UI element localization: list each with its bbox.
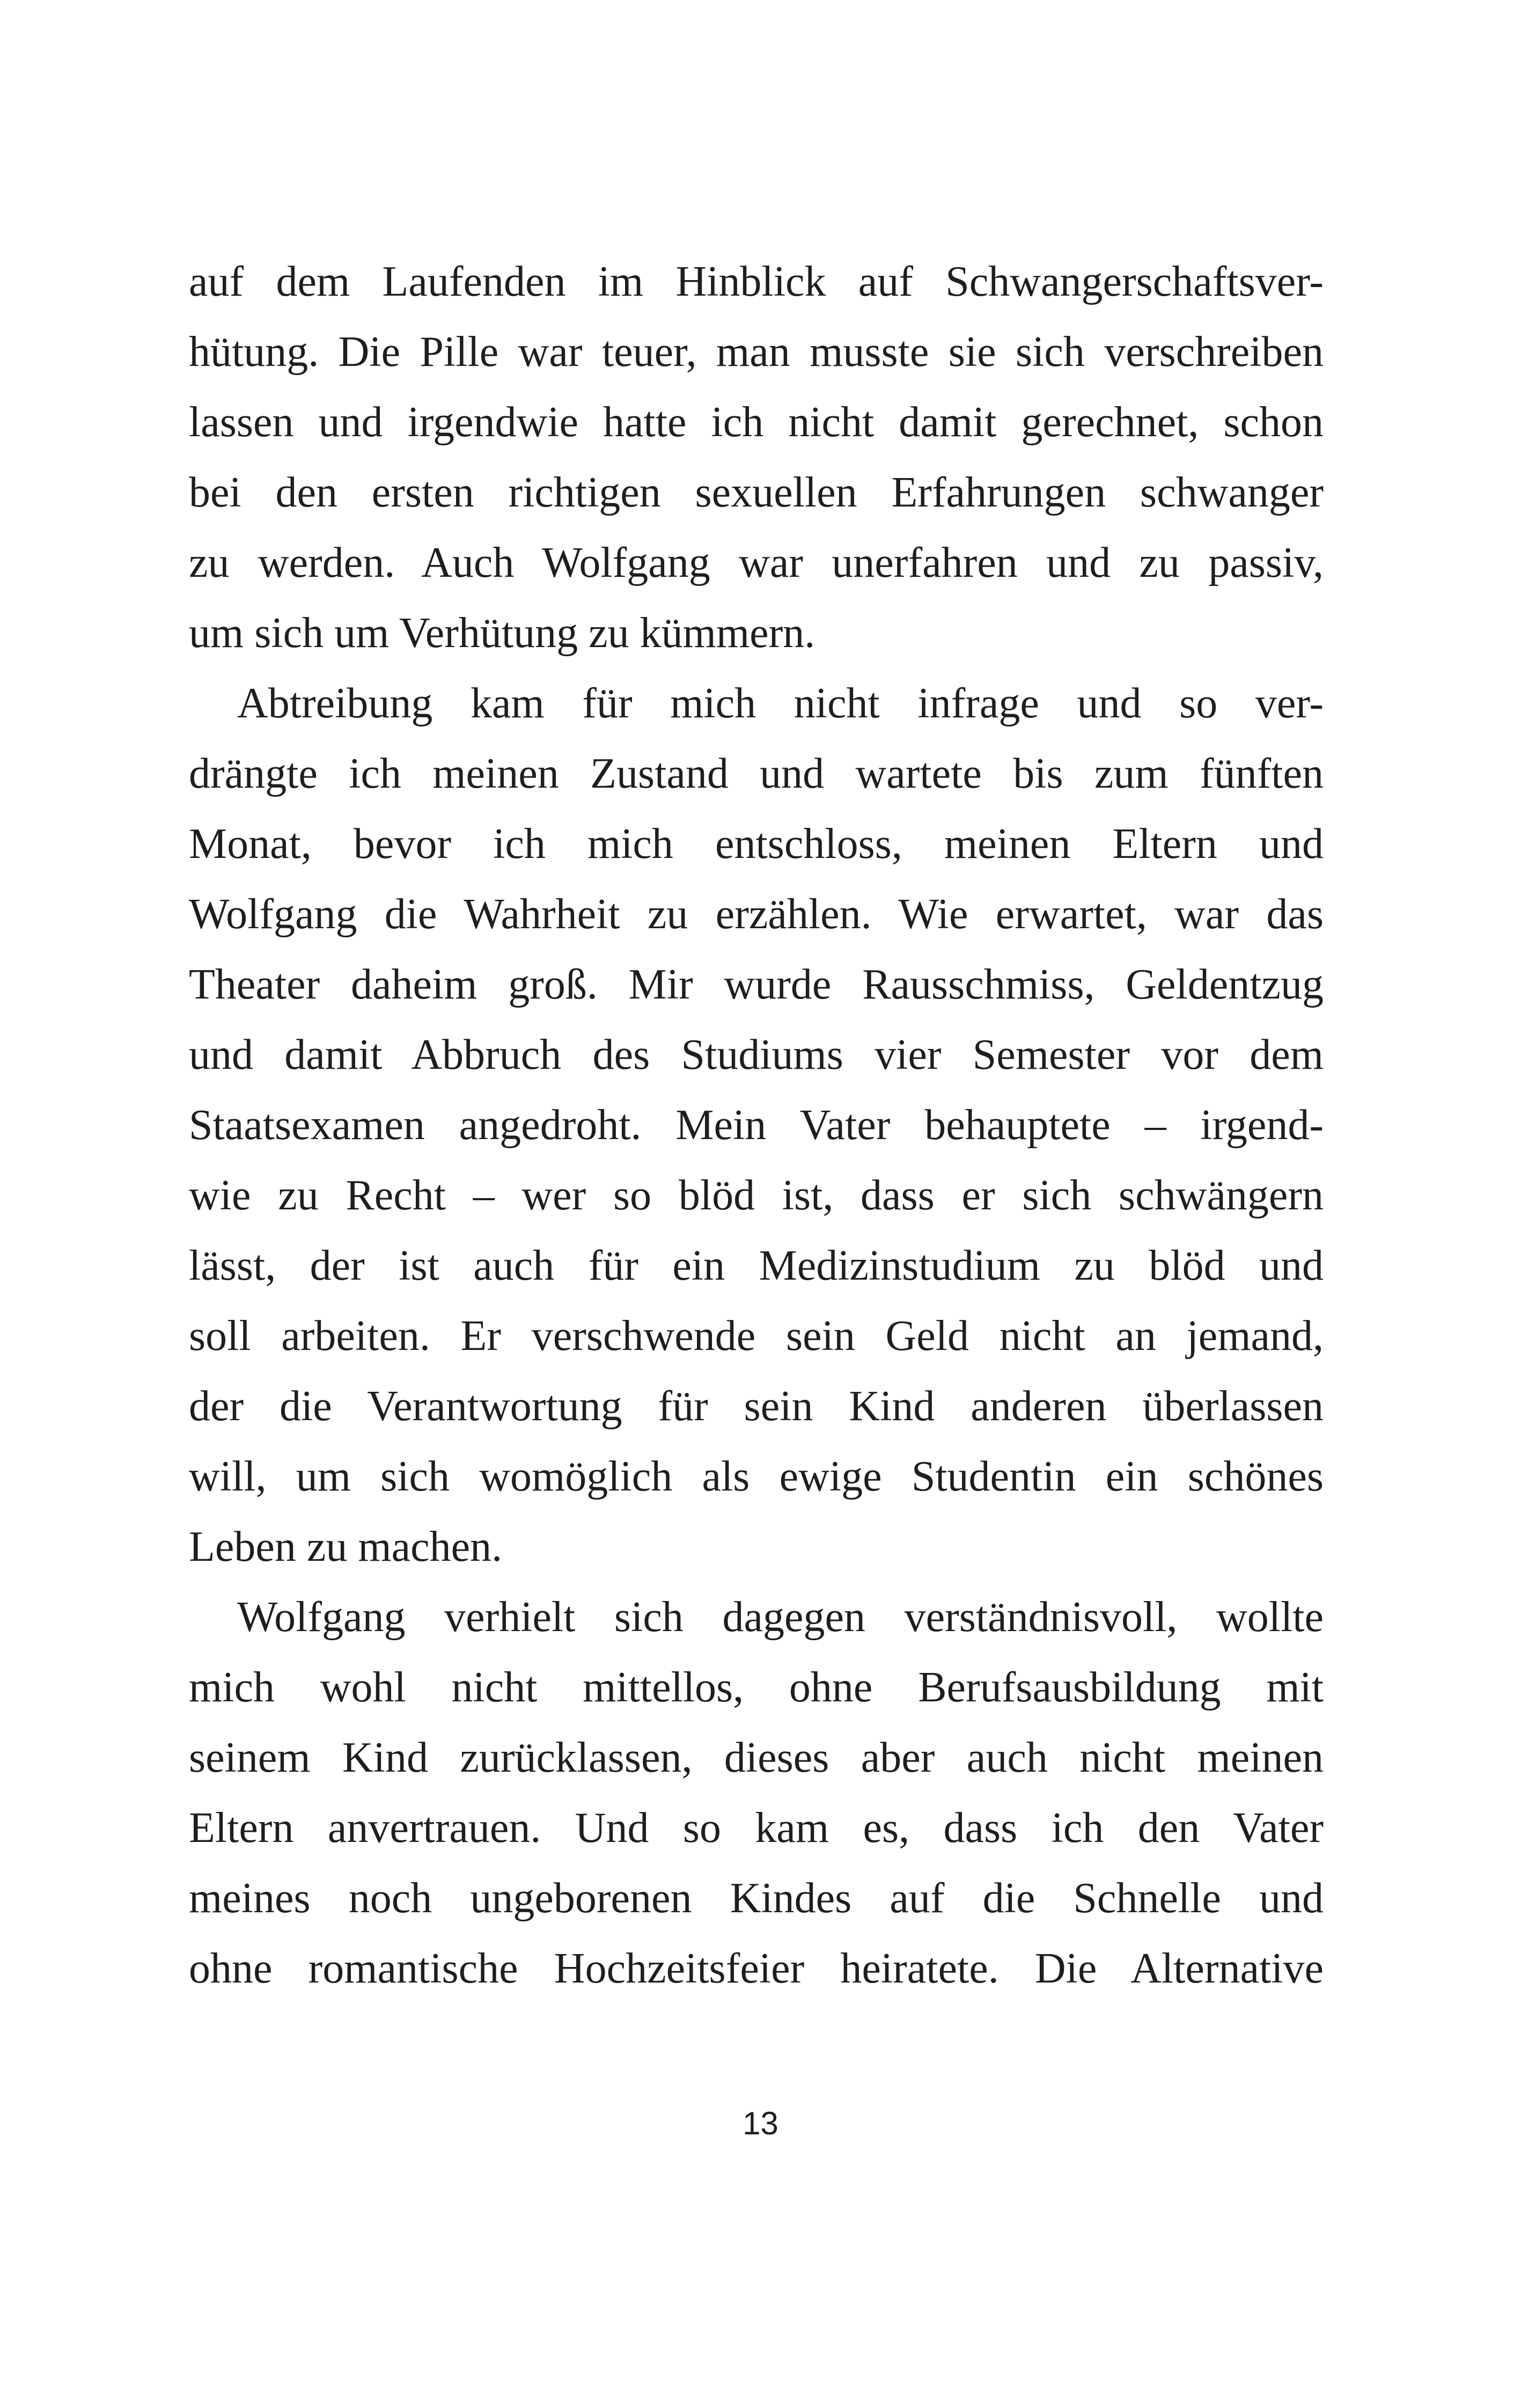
text-line: hütung. Die Pille war teuer, man musste sie sich verschreiben [189, 328, 1324, 376]
text-line: Monat, bevor ich mich entschloss, meinen Eltern und [189, 820, 1324, 868]
text-line: lässt, der ist auch für ein Medizinstudium zu blöd und [189, 1242, 1324, 1289]
text-line: Wolfgang verhielt sich dagegen verständnisvoll, wollte [237, 1594, 1324, 1641]
text-line: Leben zu machen. [189, 1523, 503, 1570]
text-line: und damit Abbruch des Studiums vier Semester vor dem [189, 1031, 1324, 1078]
text-line: meines noch ungeborenen Kindes auf die Schnelle und [189, 1875, 1324, 1922]
page-number: 13 [743, 2105, 778, 2141]
text-line: zu werden. Auch Wolfgang war unerfahren und zu passiv, [189, 539, 1324, 586]
text-line: Eltern anvertrauen. Und so kam es, dass ich den Vater [189, 1804, 1324, 1852]
text-line: wie zu Recht – wer so blöd ist, dass er sich schwängern [189, 1172, 1324, 1219]
text-line: seinem Kind zurücklassen, dieses aber auch nicht meinen [189, 1734, 1324, 1781]
text-line: Theater daheim groß. Mir wurde Rausschmiss, Geldentzug [189, 961, 1324, 1008]
text-line: der die Verantwortung für sein Kind anderen überlassen [189, 1383, 1324, 1430]
text-line: Abtreibung kam für mich nicht infrage und so ver- [237, 680, 1324, 727]
text-line: mich wohl nicht mittellos, ohne Berufsausbildung mit [189, 1664, 1324, 1711]
text-line: auf dem Laufenden im Hinblick auf Schwangerschaftsver- [189, 258, 1324, 305]
text-line: drängte ich meinen Zustand und wartete bis zum fünften [189, 750, 1324, 797]
text-line: Wolfgang die Wahrheit zu erzählen. Wie erwartet, war das [189, 891, 1324, 938]
text-line: soll arbeiten. Er verschwende sein Geld nicht an jemand, [189, 1312, 1324, 1360]
text-line: lassen und irgendwie hatte ich nicht damit gerechnet, schon [189, 399, 1324, 446]
text-line: bei den ersten richtigen sexuellen Erfahrungen schwanger [189, 469, 1324, 516]
text-line: um sich um Verhütung zu kümmern. [189, 610, 815, 657]
text-line: Staatsexamen angedroht. Mein Vater behauptete – irgend- [189, 1102, 1324, 1149]
text-line: ohne romantische Hochzeitsfeier heiratete. Die Alternative [189, 1945, 1324, 1992]
text-line: will, um sich womöglich als ewige Studentin ein schönes [189, 1453, 1324, 1500]
body-text [189, 247, 1324, 2004]
